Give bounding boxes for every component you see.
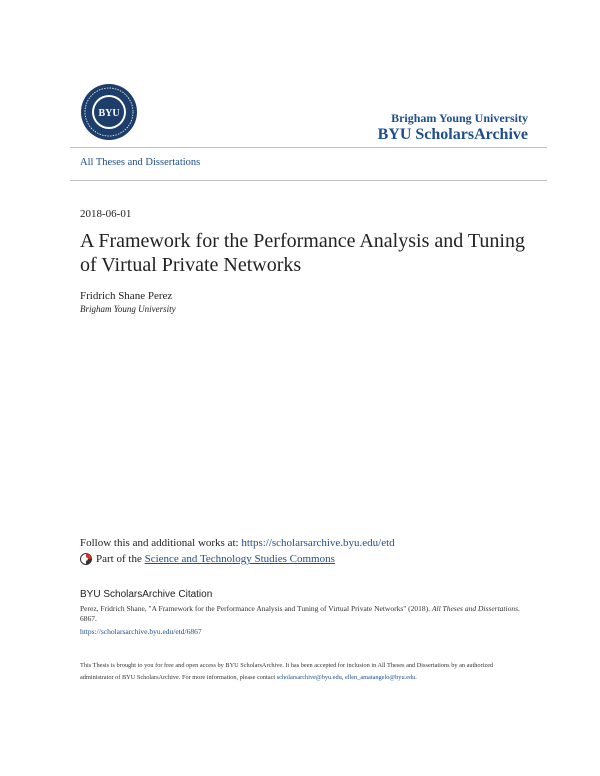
part-of-line	[80, 553, 335, 565]
divider-top	[70, 147, 547, 148]
author-name: Fridrich Shane Perez	[80, 290, 173, 302]
network-gear-icon	[80, 553, 92, 565]
contact-email-link[interactable]: scholarsarchive@byu.edu, ellen_amatangelo@byu.edu	[276, 674, 416, 681]
follow-line	[80, 537, 395, 549]
citation-main: Perez, Fridrich Shane, "A Framework for the Performance Analysis and Tuning of Virtual Private Networks" (2018).	[80, 604, 431, 613]
byu-seal-logo	[80, 83, 138, 141]
institution-block	[378, 111, 528, 145]
publication-date: 2018-06-01	[80, 208, 132, 220]
notice-end: .	[415, 674, 417, 681]
document-title: A Framework for the Performance Analysis and Tuning of Virtual Private Networks	[80, 230, 525, 276]
citation-heading: BYU ScholarsArchive Citation	[80, 589, 213, 600]
part-of-link[interactable]: Science and Technology Studies Commons	[144, 553, 335, 565]
citation-url[interactable]: https://scholarsarchive.byu.edu/etd/6867	[80, 627, 202, 636]
citation-number: . 6867.	[80, 604, 520, 623]
citation-text	[80, 604, 520, 624]
archive-name[interactable]: BYU ScholarsArchive	[377, 126, 528, 143]
access-notice	[80, 660, 525, 684]
author-affiliation: Brigham Young University	[80, 304, 176, 314]
notice-text: This Thesis is brought to you for free and open access by BYU ScholarsArchive. It has been accepted for inclusion in All Theses and Dissertations by an authorized administrator of BYU ScholarsArchive. For more information, please contact	[80, 662, 494, 681]
seal-text: BYU	[98, 108, 120, 119]
collection-link[interactable]: All Theses and Dissertations	[80, 157, 201, 168]
citation-series: All Theses and Dissertations	[431, 604, 518, 613]
divider-bottom	[70, 180, 547, 181]
part-of-prefix: Part of the	[96, 553, 142, 565]
follow-link[interactable]: https://scholarsarchive.byu.edu/etd	[241, 537, 395, 549]
follow-prefix: Follow this and additional works at:	[80, 537, 242, 549]
institution-name[interactable]: Brigham Young University	[391, 111, 528, 125]
